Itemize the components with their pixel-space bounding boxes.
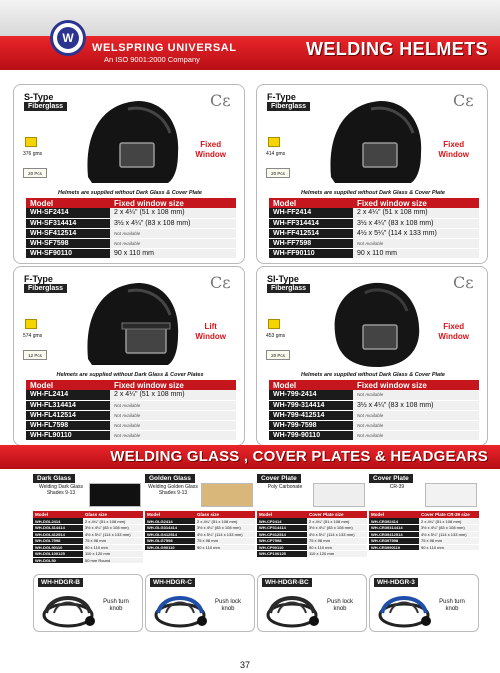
table-row	[33, 525, 143, 532]
section-title: WELDING GLASS , COVER PLATES & HEADGEARS	[110, 448, 488, 465]
table-row	[257, 525, 367, 532]
model-cell: WH-SF2414	[26, 208, 110, 218]
glass-table	[33, 511, 143, 564]
knob-label-line2: knob	[221, 606, 235, 612]
size-cell: 90 x 110 mm	[195, 544, 255, 551]
supply-note: Helmets are supplied without Dark Glass & Cover Plate	[58, 190, 202, 196]
column-header-model: Model	[369, 511, 419, 518]
model-cell: WH-SF412514	[26, 228, 110, 238]
table-row	[269, 248, 479, 258]
glass-table	[257, 511, 367, 558]
knob-label	[320, 599, 360, 613]
size-cell: 2 x 4¼" (51 x 108 mm)	[419, 518, 479, 525]
ce-mark-icon: Cε	[453, 91, 474, 110]
helmet-weight: 376 gms	[23, 151, 43, 157]
model-cell: WH-CR397598	[369, 538, 419, 545]
model-cell: WH-799-412514	[269, 410, 353, 420]
headgear-model: WH-HDGR-BC	[262, 578, 312, 587]
glass-product	[33, 474, 143, 577]
size-cell: 4½ x 5¼" (114 x 133 mm)	[195, 531, 255, 538]
table-row	[26, 248, 236, 258]
model-cell: WH-DGL314414	[33, 525, 83, 532]
table-row	[26, 218, 236, 228]
table-header	[257, 511, 367, 518]
size-cell: 75 x 98 mm	[307, 538, 367, 545]
glass-title: Cover Plate	[369, 474, 413, 483]
helmet-image	[321, 93, 429, 189]
window-label-line2: Window	[195, 150, 226, 159]
table-row	[269, 228, 479, 238]
window-label-line1: Fixed	[443, 140, 465, 149]
size-cell: Not Available	[110, 410, 236, 420]
headgear-card	[33, 574, 143, 632]
glass-table	[145, 511, 255, 551]
knob-label-line1: Push lock	[326, 599, 353, 605]
model-cell: WH-CP7598	[257, 538, 307, 545]
table-row	[269, 208, 479, 218]
pack-quantity: 12 Pcs	[23, 350, 47, 360]
window-label-line1: Lift	[204, 322, 217, 331]
knob-label-line2: knob	[333, 606, 347, 612]
table-row	[26, 410, 236, 420]
size-cell: 3½ x 4¼" (83 x 108 mm)	[307, 525, 367, 532]
glass-title: Golden Glass	[145, 474, 195, 483]
headgear-model: WH-HDGR-3	[374, 578, 418, 587]
table-row	[269, 218, 479, 228]
window-label-line1: Fixed	[200, 140, 222, 149]
column-header-size: Glass size	[83, 511, 143, 518]
glass-description: Welding Golden Glass Shades 9-13	[148, 484, 198, 496]
supply-note: Helmets are supplied without Dark Glass & Cover Plate	[301, 190, 445, 196]
glass-product	[257, 474, 367, 577]
size-cell: Not Available	[110, 228, 236, 238]
table-row	[33, 531, 143, 538]
size-cell: 2 x 4¼" (51 x 108 mm)	[353, 208, 479, 218]
column-header-model: Model	[269, 198, 353, 208]
knob-label	[432, 599, 472, 613]
window-label	[195, 322, 226, 342]
table-header	[269, 198, 479, 208]
glass-sample-image	[425, 483, 477, 507]
model-cell: WH-DGL50	[33, 557, 83, 564]
helmet-card	[13, 84, 245, 264]
table-header	[26, 198, 236, 208]
table-header	[33, 511, 143, 518]
helmet-weight: 414 gms	[266, 151, 286, 157]
column-header-size: Cover Plate CR-39 size	[419, 511, 479, 518]
supply-note: Helmets are supplied without Dark Glass & Cover Plate	[301, 372, 445, 378]
page-header	[0, 0, 500, 78]
table-row	[257, 531, 367, 538]
table-row	[369, 525, 479, 532]
window-label-line2: Window	[195, 332, 226, 341]
size-cell: 2 x 4¼" (51 x 108 mm)	[195, 518, 255, 525]
size-cell: Not Available	[353, 420, 479, 430]
size-cell: 90 x 110 mm	[110, 248, 236, 258]
helmet-card	[256, 84, 488, 264]
knob-label-line1: Push lock	[214, 599, 241, 605]
logo-mark: W	[57, 27, 79, 49]
size-cell: Not Available	[353, 410, 479, 420]
model-cell: WH-CR392414	[369, 518, 419, 525]
supply-note: Helmets are supplied without Dark Glass & Cover Plates	[56, 372, 204, 378]
window-label	[195, 140, 226, 160]
model-cell: WH-CR39412514	[369, 531, 419, 538]
column-header-model: Model	[26, 380, 110, 390]
spec-table	[26, 198, 236, 259]
helmet-material: Fiberglass	[267, 102, 310, 111]
table-row	[369, 531, 479, 538]
table-row	[26, 228, 236, 238]
spec-table	[269, 198, 479, 259]
brand-subtitle: An ISO 9001:2000 Company	[104, 55, 200, 64]
model-cell: WH-DGL100125	[33, 551, 83, 558]
model-cell: WH-CP100125	[257, 551, 307, 558]
weight-icon	[25, 319, 37, 329]
glass-sample-image	[89, 483, 141, 507]
model-cell: WH-GLG314414	[145, 525, 195, 532]
model-cell: WH-FF2414	[269, 208, 353, 218]
table-row	[269, 420, 479, 430]
section-banner	[0, 445, 500, 469]
helmet-type: F-Type	[267, 92, 296, 102]
column-header-size: Glass size	[195, 511, 255, 518]
headgear-card	[369, 574, 479, 632]
size-cell: 50 mm Round	[83, 557, 143, 564]
table-row	[257, 551, 367, 558]
weight-icon	[25, 137, 37, 147]
page-number: 37	[240, 660, 251, 670]
size-cell: 3½ x 4¼" (83 x 108 mm)	[353, 218, 479, 228]
helmet-image	[78, 275, 186, 371]
helmet-card	[13, 266, 245, 446]
knob-label	[208, 599, 248, 613]
headgear-model: WH-HDGR-B	[38, 578, 83, 587]
column-header-size: Cover Plate size	[307, 511, 367, 518]
model-cell: WH-GLG90110	[145, 544, 195, 551]
knob-label-line1: Push turn	[103, 599, 129, 605]
glass-title: Cover Plate	[257, 474, 301, 483]
model-cell: WH-SF314414	[26, 218, 110, 228]
size-cell: 3½ x 4¼" (83 x 108 mm)	[110, 218, 236, 228]
knob-label-line1: Push turn	[439, 599, 465, 605]
page-title: WELDING HELMETS	[306, 39, 488, 59]
size-cell: 2 x 4¼" (51 x 108 mm)	[307, 518, 367, 525]
headgear-image	[38, 587, 102, 631]
table-row	[33, 557, 143, 564]
table-row	[26, 238, 236, 248]
column-header-model: Model	[145, 511, 195, 518]
table-row	[269, 410, 479, 420]
ce-mark-icon: Cε	[210, 273, 231, 292]
size-cell: 4½ x 5¼" (114 x 133 mm)	[419, 531, 479, 538]
table-header	[269, 380, 479, 390]
size-cell: 75 x 98 mm	[83, 538, 143, 545]
model-cell: WH-CP90110	[257, 544, 307, 551]
model-cell: WH-DGL90110	[33, 544, 83, 551]
column-header-size: Fixed window size	[110, 380, 236, 390]
model-cell: WH-799-314414	[269, 400, 353, 410]
size-cell: 3½ x 4¼" (83 x 108 mm)	[195, 525, 255, 532]
size-cell: 2 x 4¼" (51 x 108 mm)	[83, 518, 143, 525]
headgear-image	[262, 587, 326, 631]
model-cell: WH-FL412514	[26, 410, 110, 420]
column-header-size: Fixed window size	[353, 198, 479, 208]
size-cell: 90 x 110 mm	[419, 544, 479, 551]
weight-icon	[268, 319, 280, 329]
table-row	[269, 430, 479, 440]
table-row	[26, 420, 236, 430]
spec-table	[269, 380, 479, 441]
size-cell: 75 x 98 mm	[195, 538, 255, 545]
helmet-type: S-Type	[24, 92, 54, 102]
table-row	[145, 525, 255, 532]
model-cell: WH-DGL7598	[33, 538, 83, 545]
pack-quantity: 20 Pcs	[266, 168, 290, 178]
model-cell: WH-CR3990110	[369, 544, 419, 551]
headgear-image	[374, 587, 438, 631]
size-cell: 110 x 120 mm	[307, 551, 367, 558]
model-cell: WH-FL7598	[26, 420, 110, 430]
table-row	[145, 544, 255, 551]
model-cell: WH-DGL2414	[33, 518, 83, 525]
size-cell: 2 x 4¼" (51 x 108 mm)	[110, 390, 236, 400]
glass-description: Poly Carbonate	[267, 484, 303, 490]
size-cell: 4½ x 5¼" (114 x 133 mm)	[83, 531, 143, 538]
glass-product	[145, 474, 255, 577]
headgear-card	[257, 574, 367, 632]
table-row	[269, 390, 479, 400]
column-header-size: Fixed window size	[353, 380, 479, 390]
model-cell: WH-FF90110	[269, 248, 353, 258]
size-cell: 3½ x 4¼" (83 x 108 mm)	[353, 400, 479, 410]
model-cell: WH-DGL412514	[33, 531, 83, 538]
pack-quantity: 20 Pcs	[23, 168, 47, 178]
model-cell: WH-FF412514	[269, 228, 353, 238]
helmet-weight: 574 gms	[23, 333, 43, 339]
weight-icon	[268, 137, 280, 147]
size-cell: Not Available	[110, 420, 236, 430]
helmet-image	[78, 93, 186, 189]
size-cell: Not Available	[110, 238, 236, 248]
model-cell: WH-GLG7598	[145, 538, 195, 545]
model-cell: WH-FF7598	[269, 238, 353, 248]
size-cell: 3½ x 4¼" (83 x 108 mm)	[419, 525, 479, 532]
brand-name: WELSPRING UNIVERSAL	[92, 42, 237, 54]
size-cell: Not Available	[110, 430, 236, 440]
size-cell: Not Available	[353, 390, 479, 400]
window-label	[438, 140, 469, 160]
window-label	[438, 322, 469, 342]
model-cell: WH-CP2414	[257, 518, 307, 525]
knob-label-line2: knob	[109, 606, 123, 612]
table-row	[26, 390, 236, 400]
helmet-material: Fiberglass	[24, 284, 67, 293]
headgear-model: WH-HDGR-C	[150, 578, 195, 587]
size-cell: 90 x 110 mm	[307, 544, 367, 551]
size-cell: Not Available	[353, 430, 479, 440]
spec-table	[26, 380, 236, 441]
helmet-weight: 453 gms	[266, 333, 286, 339]
model-cell: WH-CP412514	[257, 531, 307, 538]
helmet-type: F-Type	[24, 274, 53, 284]
window-label-line2: Window	[438, 150, 469, 159]
column-header-size: Fixed window size	[110, 198, 236, 208]
model-cell: WH-GLG412514	[145, 531, 195, 538]
helmet-material: Fiberglass	[267, 284, 310, 293]
model-cell: WH-SF7598	[26, 238, 110, 248]
model-cell: WH-FL2414	[26, 390, 110, 400]
model-cell: WH-799-7598	[269, 420, 353, 430]
size-cell: 90 x 110 mm	[83, 544, 143, 551]
size-cell: 4½ x 5¼" (114 x 133 mm)	[307, 531, 367, 538]
helmet-type: SI-Type	[267, 274, 299, 284]
table-row	[26, 208, 236, 218]
glass-product	[369, 474, 479, 577]
glass-description: CR-39	[389, 484, 405, 490]
table-row	[26, 400, 236, 410]
size-cell: 90 x 110 mm	[353, 248, 479, 258]
headgear-card	[145, 574, 255, 632]
glass-table	[369, 511, 479, 551]
column-header-model: Model	[33, 511, 83, 518]
size-cell: Not Available	[353, 238, 479, 248]
glass-sample-image	[313, 483, 365, 507]
model-cell: WH-FL90110	[26, 430, 110, 440]
table-header	[145, 511, 255, 518]
model-cell: WH-CP314414	[257, 525, 307, 532]
table-row	[269, 400, 479, 410]
column-header-model: Model	[26, 198, 110, 208]
table-header	[26, 380, 236, 390]
knob-label	[96, 599, 136, 613]
size-cell: 110 x 120 mm	[83, 551, 143, 558]
glass-sample-image	[201, 483, 253, 507]
model-cell: WH-FL314414	[26, 400, 110, 410]
glass-title: Dark Glass	[33, 474, 75, 483]
ce-mark-icon: Cε	[453, 273, 474, 292]
size-cell: 4½ x 5¼" (114 x 133 mm)	[353, 228, 479, 238]
size-cell: 3½ x 4¼" (83 x 108 mm)	[83, 525, 143, 532]
table-row	[26, 430, 236, 440]
model-cell: WH-799-2414	[269, 390, 353, 400]
table-header	[369, 511, 479, 518]
table-row	[145, 531, 255, 538]
helmet-material: Fiberglass	[24, 102, 67, 111]
glass-description: Welding Dark Glass Shades 9-13	[38, 484, 84, 496]
knob-label-line2: knob	[445, 606, 459, 612]
helmet-card	[256, 266, 488, 446]
window-label-line2: Window	[438, 332, 469, 341]
model-cell: WH-SF90110	[26, 248, 110, 258]
size-cell: 75 x 98 mm	[419, 538, 479, 545]
company-logo	[50, 20, 86, 56]
table-row	[369, 544, 479, 551]
size-cell: Not Available	[110, 400, 236, 410]
model-cell: WH-FF314414	[269, 218, 353, 228]
headgear-image	[150, 587, 214, 631]
helmet-image	[321, 275, 429, 371]
column-header-model: Model	[269, 380, 353, 390]
ce-mark-icon: Cε	[210, 91, 231, 110]
table-row	[269, 238, 479, 248]
model-cell: WH-799-90110	[269, 430, 353, 440]
model-cell: WH-GLG2414	[145, 518, 195, 525]
size-cell: 2 x 4¼" (51 x 108 mm)	[110, 208, 236, 218]
column-header-model: Model	[257, 511, 307, 518]
model-cell: WH-CR39314414	[369, 525, 419, 532]
pack-quantity: 20 Pcs	[266, 350, 290, 360]
window-label-line1: Fixed	[443, 322, 465, 331]
